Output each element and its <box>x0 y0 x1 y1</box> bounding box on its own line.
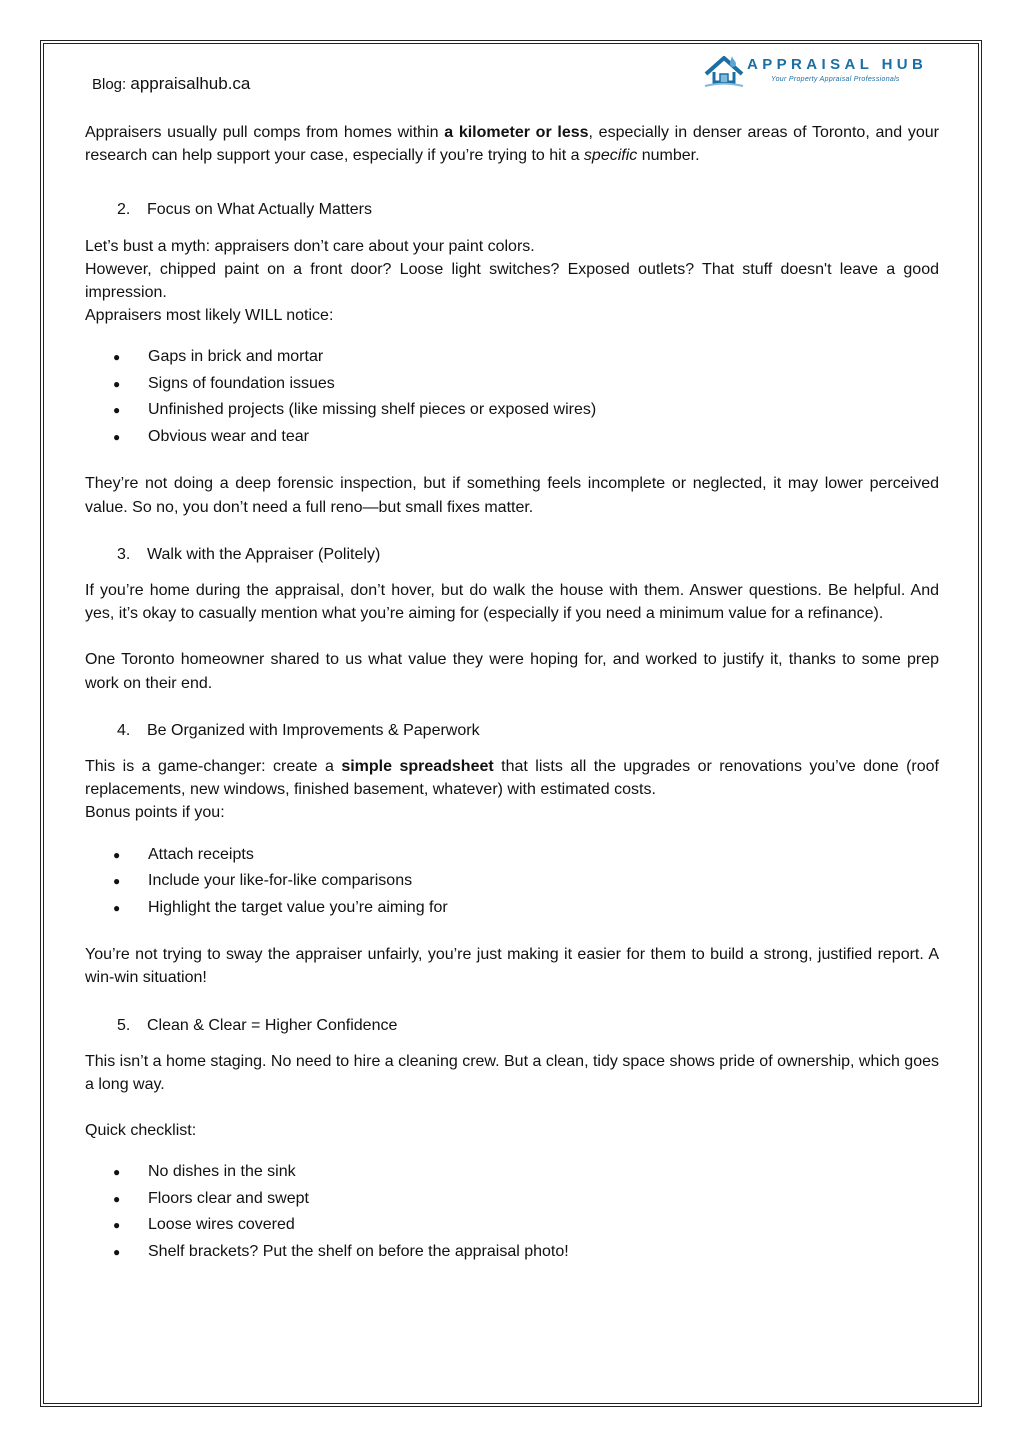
intro-bold: a kilometer or less <box>444 124 589 141</box>
list-item <box>113 1239 939 1266</box>
house-logo-icon <box>703 52 745 90</box>
list-item-text: Include your like-for-like comparisons <box>148 872 413 890</box>
intro-italic: specific <box>583 147 638 165</box>
s2-line-3: Appraisers most likely WILL notice: <box>85 307 334 325</box>
s2-paragraph-1 <box>85 235 939 328</box>
list-item <box>113 397 939 424</box>
intro-text-2: , especially in denser areas of Toronto, and your research can help support your case, especially if you’re trying to hit a <box>85 124 940 165</box>
section-title: Focus on What Actually Matters <box>147 201 372 219</box>
bullet-icon: ● <box>113 1218 121 1233</box>
list-item-text: Floors clear and swept <box>148 1189 309 1207</box>
bullet-icon: ● <box>113 1244 121 1259</box>
section-number: 3. <box>117 545 131 563</box>
list-item-text: Loose wires covered <box>148 1216 295 1234</box>
bullet-icon: ● <box>113 847 121 862</box>
blog-header <box>92 74 250 94</box>
s4-closing-paragraph: You’re not trying to sway the appraiser unfairly, you’re just making it easier for them to build a strong, justified report. A win-win situation! <box>85 946 939 987</box>
list-item <box>113 842 939 869</box>
s5-paragraph-2: Quick checklist: <box>85 1122 197 1140</box>
intro-text-3: number. <box>637 147 700 165</box>
list-item-text: Obvious wear and tear <box>148 427 309 445</box>
s3-paragraph-1: If you’re home during the appraisal, don’t hover, but do walk the house with them. Answer questions. Be helpful. And yes, it’s okay to casually mention what you’re aiming for (especially if you need a minimum value for a refinance). <box>85 582 939 623</box>
section-heading-5 <box>117 1014 939 1037</box>
list-item <box>113 371 939 398</box>
list-item-text: Signs of foundation issues <box>148 374 335 392</box>
bullet-icon: ● <box>113 403 121 418</box>
bullet-icon: ● <box>113 376 121 391</box>
section-title: Walk with the Appraiser (Politely) <box>147 545 381 563</box>
s2-closing-paragraph: They’re not doing a deep forensic inspection, but if something feels incomplete or neglected, it may lower perceived value. So no, you don’t need a full reno—but small fixes matter. <box>85 475 939 516</box>
s4-text-1: This is a game-changer: create a <box>85 758 342 776</box>
bullet-icon: ● <box>113 874 121 889</box>
list-item <box>113 344 939 371</box>
article-body <box>85 121 939 1265</box>
section-title: Be Organized with Improvements & Paperwork <box>147 721 480 739</box>
list-item-text: Shelf brackets? Put the shelf on before the appraisal photo! <box>148 1242 569 1260</box>
bullet-icon: ● <box>113 429 121 444</box>
s4-text-2: that lists all the upgrades or renovations you’ve done (roof replacements, new windows, finished basement, whatever) with estimated costs. <box>85 758 940 799</box>
intro-paragraph <box>85 121 939 167</box>
list-item-text: No dishes in the sink <box>148 1163 296 1181</box>
appraisal-hub-logo <box>703 52 953 92</box>
list-item <box>113 895 939 922</box>
s4-paragraph-1 <box>85 755 939 825</box>
s4-text-3: Bonus points if you: <box>85 804 225 822</box>
list-item-text: Gaps in brick and mortar <box>148 348 324 366</box>
blog-url: appraisalhub.ca <box>130 74 251 93</box>
bullet-icon: ● <box>113 350 121 365</box>
bullet-icon: ● <box>113 900 121 915</box>
s2-line-1: Let’s bust a myth: appraisers don’t care about your paint colors. <box>85 237 535 255</box>
list-item <box>113 868 939 895</box>
list-item-text: Unfinished projects (like missing shelf pieces or exposed wires) <box>148 401 597 419</box>
logo-tagline: Your Property Appraisal Professionals <box>771 76 900 83</box>
section-number: 4. <box>117 721 131 739</box>
section-number: 2. <box>117 201 131 219</box>
section-heading-4 <box>117 719 939 742</box>
s5-bullet-list <box>85 1159 939 1265</box>
section-number: 5. <box>117 1016 131 1034</box>
section-title: Clean & Clear = Higher Confidence <box>147 1016 398 1034</box>
list-item <box>113 1212 939 1239</box>
list-item <box>113 1186 939 1213</box>
list-item-text: Attach receipts <box>148 845 254 863</box>
s5-paragraph-1: This isn’t a home staging. No need to hire a cleaning crew. But a clean, tidy space shows pride of ownership, which goes a long way. <box>85 1052 939 1093</box>
bullet-icon: ● <box>113 1191 121 1206</box>
s2-line-2: However, chipped paint on a front door? Loose light switches? Exposed outlets? That stuff doesn't leave a good impression. <box>85 260 939 302</box>
s2-bullet-list <box>85 344 939 450</box>
intro-text-1: Appraisers usually pull comps from homes within <box>85 124 445 141</box>
list-item-text: Highlight the target value you’re aiming for <box>148 898 448 916</box>
logo-brand-text: APPRAISAL HUB <box>747 56 928 73</box>
section-heading-2 <box>117 198 939 221</box>
blog-prefix: Blog: <box>92 76 131 93</box>
section-heading-3 <box>117 543 939 566</box>
s3-paragraph-2: One Toronto homeowner shared to us what value they were hoping for, and worked to justify it, thanks to some prep work on their end. <box>85 651 939 692</box>
list-item <box>113 1159 939 1186</box>
s4-bullet-list <box>85 842 939 922</box>
s4-bold: simple spreadsheet <box>341 758 494 776</box>
list-item <box>113 424 939 451</box>
bullet-icon: ● <box>113 1165 121 1180</box>
